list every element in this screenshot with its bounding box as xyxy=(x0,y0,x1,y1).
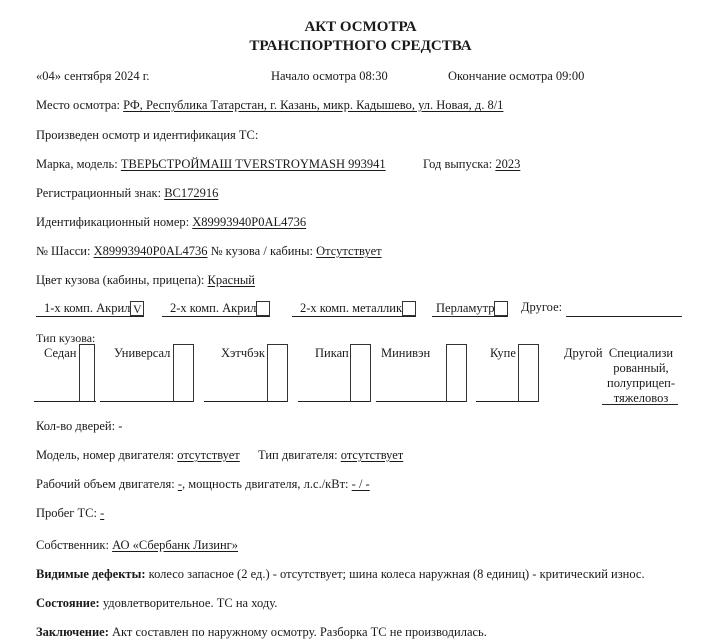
condition-value: удовлетворительное. ТС на ходу. xyxy=(99,596,278,610)
defects-value: колесо запасное (2 ед.) - отсутствует; шина колеса наружная (8 единиц) - критический износ. xyxy=(145,567,645,581)
inspection-date: «04» сентября 2024 г. xyxy=(36,69,150,83)
vin xyxy=(36,215,306,230)
engine-type-label: Тип двигателя: xyxy=(258,448,341,462)
owner-label: Собственник: xyxy=(36,538,113,552)
engine-type xyxy=(258,448,403,463)
color-label: Цвет кузова (кабины, прицепа): xyxy=(36,273,208,287)
engine-model-label: Модель, номер двигателя: xyxy=(36,448,178,462)
condition xyxy=(36,596,277,611)
other-value-line: полуприцеп- xyxy=(607,376,675,390)
engine-volume-value: - xyxy=(177,477,182,491)
paint-checkbox[interactable]: V xyxy=(130,301,144,316)
paint-option-label: Перламутр xyxy=(436,301,495,315)
paint-other-field[interactable] xyxy=(566,316,682,317)
body-number-label: № кузова / кабины: xyxy=(207,244,317,258)
paint-checkbox[interactable] xyxy=(256,301,270,316)
engine-power-label: , мощность двигателя, л.с./кВт: xyxy=(182,477,352,491)
owner-value: АО «Сбербанк Лизинг» xyxy=(112,538,239,552)
door-count: Кол-во дверей: - xyxy=(36,419,123,433)
inspection-end: Окончание осмотра 09:00 xyxy=(448,69,585,83)
condition-label: Состояние: xyxy=(36,596,100,610)
body-type-checkbox[interactable] xyxy=(173,344,194,402)
body-number-value: Отсутствует xyxy=(316,244,382,258)
paint-option-label: 2-х комп. металлик xyxy=(300,301,403,315)
place-label: Место осмотра: xyxy=(36,98,124,112)
other-value-line: рованный, xyxy=(613,361,669,375)
engine-model xyxy=(36,448,240,463)
body-type-checkbox[interactable] xyxy=(79,344,95,402)
body-type-checkbox[interactable] xyxy=(446,344,467,402)
owner xyxy=(36,538,238,553)
body-type-checkbox[interactable] xyxy=(350,344,371,402)
vin-value: X89993940P0AL4736 xyxy=(192,215,307,229)
body-type-option: Купе xyxy=(490,346,516,360)
chassis-value: X89993940P0AL4736 xyxy=(93,244,208,258)
vehicle-make xyxy=(36,157,386,172)
body-type-other-value xyxy=(604,346,678,406)
inspection-start: Начало осмотра 08:30 xyxy=(271,69,388,83)
paint-option xyxy=(432,298,508,317)
body-type-option: Седан xyxy=(44,346,77,360)
paint-option xyxy=(162,298,270,317)
paint-option xyxy=(36,298,144,317)
conclusion-label: Заключение: xyxy=(36,625,109,639)
chassis-body xyxy=(36,244,382,259)
intro-text: Произведен осмотр и идентификация ТС: xyxy=(36,128,259,142)
vin-label: Идентификационный номер: xyxy=(36,215,193,229)
engine-volume-power xyxy=(36,477,370,492)
other-value-line: Специализи xyxy=(608,346,674,360)
other-value-line: тяжеловоз xyxy=(613,391,669,405)
body-color xyxy=(36,273,255,288)
body-type-checkbox[interactable] xyxy=(518,344,539,402)
body-type-checkbox[interactable] xyxy=(267,344,288,402)
document-title-line1: АКТ ОСМОТРА xyxy=(304,19,417,35)
engine-model-value: отсутствует xyxy=(177,448,240,462)
place-value: РФ, Республика Татарстан, г. Казань, микр. Кадышево, ул. Новая, д. 8/1 xyxy=(123,98,504,112)
mileage-label: Пробег ТС: xyxy=(36,506,101,520)
paint-checkbox[interactable] xyxy=(494,301,508,316)
paint-other-label: Другое: xyxy=(521,300,563,314)
make-value: ТВЕРЬСТРОЙМАШ TVERSTROYMASH 993941 xyxy=(120,157,386,171)
reg-value: ВС172916 xyxy=(164,186,219,200)
engine-power-value: - / - xyxy=(351,477,370,491)
mileage-value: - xyxy=(100,506,105,520)
body-type-option: Хэтчбэк xyxy=(221,346,265,360)
paint-option-label: 2-х комп. Акрил xyxy=(170,301,257,315)
engine-type-value: отсутствует xyxy=(340,448,404,462)
body-type-option: Универсал xyxy=(114,346,171,360)
body-type-other-label: Другой xyxy=(564,346,603,360)
make-label: Марка, модель: xyxy=(36,157,121,171)
paint-option xyxy=(292,298,416,317)
registration-plate xyxy=(36,186,218,201)
vehicle-year xyxy=(423,157,520,172)
year-label: Год выпуска: xyxy=(423,157,496,171)
reg-label: Регистрационный знак: xyxy=(36,186,165,200)
document-title-line2: ТРАНСПОРТНОГО СРЕДСТВА xyxy=(249,38,472,54)
body-type-option: Пикап xyxy=(315,346,349,360)
visible-defects xyxy=(36,567,645,582)
body-type-option: Минивэн xyxy=(381,346,431,360)
body-type-other-underline xyxy=(602,404,678,405)
inspection-place xyxy=(36,98,503,113)
engine-volume-label: Рабочий объем двигателя: xyxy=(36,477,178,491)
mileage xyxy=(36,506,104,521)
paint-checkbox[interactable] xyxy=(402,301,416,316)
year-value: 2023 xyxy=(495,157,521,171)
conclusion xyxy=(36,625,487,640)
defects-label: Видимые дефекты: xyxy=(36,567,146,581)
color-value: Красный xyxy=(207,273,255,287)
conclusion-value: Акт составлен по наружному осмотру. Разборка ТС не производилась. xyxy=(108,625,487,639)
chassis-label: № Шасси: xyxy=(36,244,94,258)
body-type-label: Тип кузова: xyxy=(36,331,96,345)
paint-option-label: 1-х комп. Акрил xyxy=(44,301,131,315)
